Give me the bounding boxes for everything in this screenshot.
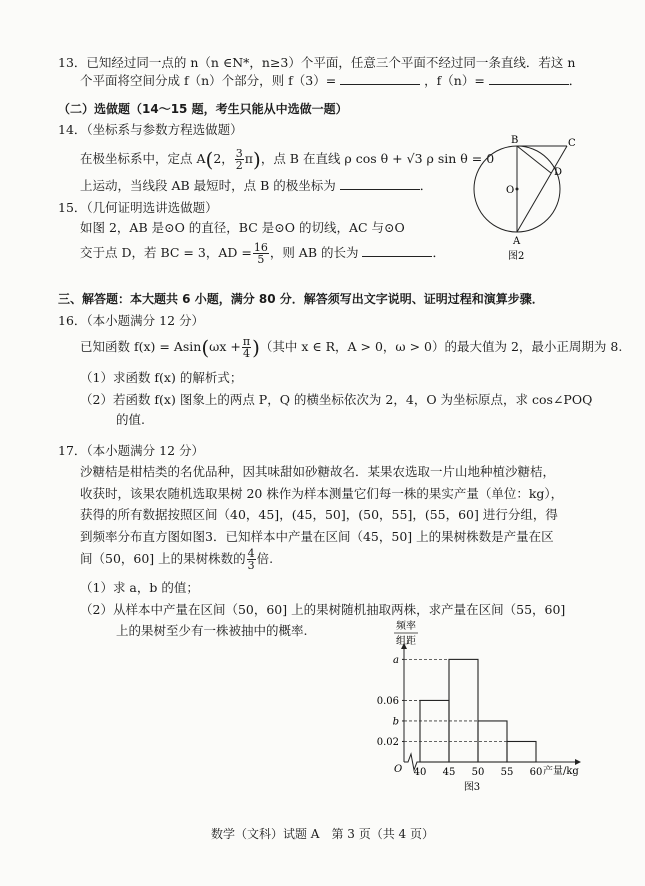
q15-label: 15．（几何证明选讲选做题） [58,200,218,215]
q14-line1 [80,147,494,171]
q13-line2-c: ． [568,73,582,88]
q17-label: 17．（本小题满分 12 分） [58,443,205,458]
x-tick-label-55: 55 [500,767,514,778]
q13-blank-2 [489,73,569,85]
y-tick-label-b: b [392,716,399,728]
x-tick-label-60: 60 [529,767,543,778]
q14-frac-num: 3 [235,147,243,160]
q15-text-a: 交于点 D，若 BC = 3，AD = [80,245,252,260]
section2-title: （二）选做题（14～15 题，考生只能从中选做一题） [58,102,348,116]
q14-frac-den: 2 [235,159,243,172]
q16-text-a: 已知函数 f(x) = Asin [80,339,202,354]
y-axis-title-bottom: 组距 [396,636,416,647]
q17-p4: 到频率分布直方图如图3．已知样本中产量在区间（45，50] 上的果树株数是产量在区 [80,529,554,544]
q13-line2-a: 个平面将空间分成 f（n）个部分，则 f（3）= [80,73,337,88]
q17-frac-den: 3 [247,559,255,572]
histogram-bar-55-60 [507,741,536,762]
section3-title: 三、解答题：本大题共 6 小题，满分 80 分．解答须写出文字说明、证明过程和演算步骤． [58,292,544,306]
q15-blank [362,245,432,257]
y-axis-title-top: 频率 [396,621,416,632]
q16-item2: （2）若函数 f(x) 图象上的两点 P，Q 的横坐标依次为 2，4，O 为坐标原点，求 cos∠POQ [80,392,593,407]
figure-3-caption: 图3 [463,782,481,793]
q15-frac-num: 16 [253,241,268,254]
figure-2-caption: 图2 [508,251,525,262]
q16-item1: （1）求函数 f(x) 的解析式； [80,370,243,385]
q17-frac-num: 4 [247,547,255,560]
x-axis-label: 产量/kg [543,766,579,777]
center-point [516,188,519,191]
q14-text-c: π [244,151,253,166]
q15-fraction [253,242,269,265]
q15-text-c: ． [432,245,445,260]
q13-line1: 13．已知经过同一点的 n（n ∈N*，n≥3）个平面，任意三个平面不经过同一条直线．若这 n [58,55,576,70]
histogram-bar-50-55 [478,721,507,762]
label-b: B [511,135,519,146]
histogram-bars [377,655,543,778]
histogram-bar-40-45 [420,700,449,762]
q17-fraction [247,548,256,571]
q16-text-c: （其中 x ∈ R，A > 0，ω > 0）的最大值为 2，最小正周期为 8. [259,339,623,354]
q17-p5 [80,546,273,572]
q15-line2 [80,241,445,265]
q15-line1: 如图 2，AB 是⊙O 的直径，BC 是⊙O 的切线，AC 与⊙O [80,220,405,235]
q13-line2 [80,73,581,89]
x-tick-label-45: 45 [442,767,456,778]
q16-frac-num: π [242,335,251,348]
label-c: C [568,138,576,149]
line-bd [517,146,551,173]
figure-3-histogram [360,614,610,796]
q16-item2-cont: 的值. [116,412,145,427]
q16-text-b: ωx + [209,339,241,354]
q17-item1: （1）求 a，b 的值； [80,580,199,595]
q16-line1 [80,334,622,360]
q14-paren-open: ( [205,147,214,172]
q17-p1: 沙糖桔是柑桔类的名优品种，因其味甜如砂糖故名．某果农选取一片山地种植沙糖桔， [80,464,556,479]
page-footer: 数学（文科）试题 A 第 3 页（共 4 页） [210,827,434,841]
q13-blank-1 [340,73,420,85]
q15-frac-den: 5 [257,253,265,266]
x-tick-label-40: 40 [413,767,427,778]
label-o: O [506,185,515,196]
q16-fraction [242,336,251,359]
q14-text-a: 在极坐标系中，定点 A [80,151,206,166]
q17-p3: 获得的所有数据按照区间（40，45]，(45，50]，(50，55]，(55，60] 进行分组，得 [80,507,558,522]
q16-frac-den: 4 [242,347,250,360]
q14-line2-end: ． [419,178,433,193]
q14-line2-text: 上运动，当线段 AB 最短时，点 B 的极坐标为 [80,178,336,193]
y-tick-label-0.06: 0.06 [376,695,399,707]
q15-text-b: ，则 AB 的长为 [269,245,359,260]
q14-blank [340,178,420,190]
figure-2 [470,132,580,268]
q16-label: 16．（本小题满分 12 分） [58,313,205,328]
q14-text-b: 2， [213,151,234,166]
q16-paren-close: ) [252,335,260,360]
label-a: A [513,236,521,247]
q17-item2: （2）从样本中产量在区间（50，60] 上的果树随机抽取两株，求产量在区间（55，60] [80,602,566,617]
y-tick-label-0.02: 0.02 [376,736,399,748]
q13-line2-b: ，f（n）= [424,73,485,88]
label-d: D [554,167,563,178]
q17-p5-text-a: 间（50，60] 上的果树株数的 [80,551,246,566]
q14-label: 14．（坐标系与参数方程选做题） [58,122,243,137]
q14-text-d: ，点 B 在直线 ρ cos θ + √3 ρ sin θ = 0 [260,151,495,166]
q17-p5-text-b: 倍. [256,551,274,566]
q14-fraction [235,148,244,171]
q16-paren-open: ( [201,335,210,360]
q14-line2 [80,178,432,194]
y-tick-label-a: a [393,654,399,666]
histogram-bar-45-50 [449,659,478,762]
x-tick-label-50: 50 [471,767,485,778]
q17-item2-cont: 上的果树至少有一株被抽中的概率. [116,623,308,638]
origin-label: O [394,764,403,775]
q14-paren-close: ) [253,147,261,172]
q17-p2: 收获时，该果农随机选取果树 20 株作为样本测量它们每一株的果实产量（单位：kg）， [80,486,564,501]
